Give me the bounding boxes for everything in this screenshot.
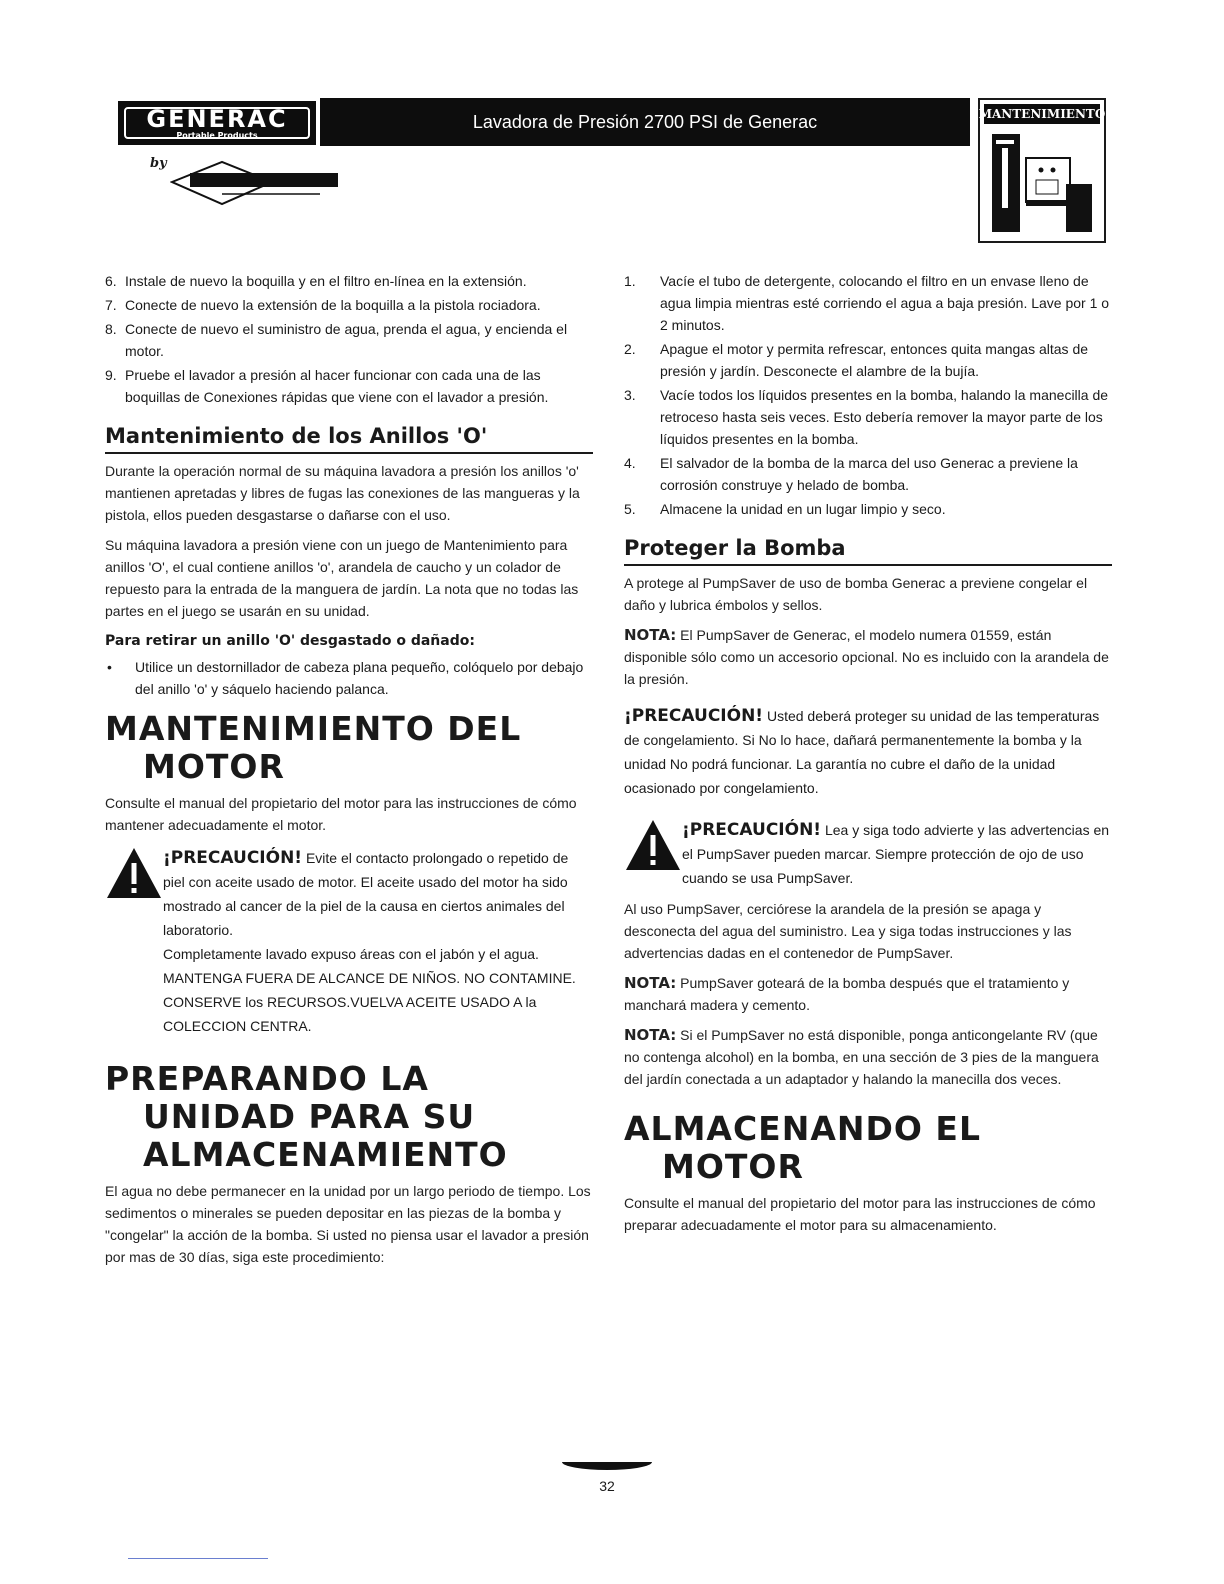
document-title-bar	[320, 98, 970, 146]
engine-storage-paragraph: Consulte el manual del propietario del motor para las instrucciones de cómo preparar adecuadamente el motor para su almacenamiento.	[624, 1195, 1096, 1233]
pumpsaver-warning	[624, 818, 1112, 890]
section-label: MANTENIMIENTO	[984, 104, 1100, 124]
warning-triangle-icon	[105, 846, 163, 900]
maintenance-icon	[986, 128, 1098, 238]
list-item: 9. Pruebe el lavador a presión al hacer funcionar con cada una de las boquillas de Conexiones rápidas que viene con el lavador a presión.	[105, 367, 549, 405]
freeze-warning	[624, 704, 1112, 800]
storage-prep-paragraph: El agua no debe permanecer en la unidad por un largo periodo de tiempo. Los sedimentos o minerales se pueden depositar en las piezas de la bomba y "congelar" la acción de la bomba. Si usted no piensa usar el lavador a presión por mas de 30 días, siga este procedimiento:	[105, 1183, 591, 1265]
storage-steps-list	[624, 270, 1112, 520]
note-label: NOTA:	[624, 974, 677, 992]
warning-text-3: MANTENGA FUERA DE ALCANCE DE NIÑOS. NO CONTAMINE. CONSERVE los RECURSOS.VUELVA ACEITE USADO A la COLECCION CENTRA.	[163, 970, 576, 1034]
generac-logo	[118, 101, 316, 145]
briggs-stratton-logo	[170, 160, 340, 208]
cleaning-steps-list	[105, 270, 593, 408]
page-number: 32	[562, 1462, 652, 1494]
pump-note-3: NOTA: Si el PumpSaver no está disponible, ponga anticongelante RV (que no contenga alcohol) en la bomba, en una sección de 3 pies de la manguera del jardín conectada a un adaptador y halando la manecilla dos veces.	[624, 1026, 1099, 1087]
warning-text: Usted deberá proteger su unidad de las temperaturas de congelamiento. Si No lo hace, dañará permanentemente la bomba y la unidad No podrá funcionar. La garantía no cubre el daño de la unidad ocasionado por congelamiento.	[624, 708, 1100, 796]
list-item: 6. Instale de nuevo la boquilla y en el filtro en-línea en la extensión.	[105, 273, 527, 289]
warning-text: Evite el contacto prolongado o repetido de piel con aceite usado de motor. El aceite usado del motor ha sido mostrado al cancer de la piel de la causa en ciertos animales del laboratorio.	[163, 850, 569, 938]
pump-note-2: NOTA: PumpSaver goteará de la bomba después que el tratamiento y manchará madera y cemento.	[624, 974, 1070, 1013]
note-label: NOTA:	[624, 1026, 677, 1044]
motor-paragraph: Consulte el manual del propietario del motor para las instrucciones de cómo mantener adecuadamente el motor.	[105, 795, 577, 833]
warning-text: Lea y siga todo advierte y las advertencias en el PumpSaver pueden marcar. Siempre protección de ojo de uso cuando se usa PumpSaver.	[682, 822, 1110, 886]
logo-subtitle: Portable Products	[176, 130, 258, 140]
list-item: 7. Conecte de nuevo la extensión de la boquilla a la pistola rociadora.	[105, 297, 541, 313]
list-item: 4. El salvador de la bomba de la marca del uso Generac a previene la corrosión construye y helado de bomba.	[624, 455, 1078, 493]
logo-text: GENERAC	[146, 104, 288, 133]
engine-storage-heading: ALMACENANDO EL MOTOR	[624, 1109, 981, 1186]
oring-subheading: Para retirar un anillo 'O' desgastado o dañado:	[105, 633, 475, 649]
oring-heading: Mantenimiento de los Anillos 'O'	[105, 422, 593, 454]
storage-prep-heading: PREPARANDO LA UNIDAD PARA SU ALMACENAMIENTO	[105, 1059, 508, 1174]
page-marker	[562, 1462, 652, 1470]
pump-paragraph-1: A protege al PumpSaver de uso de bomba Generac a previene congelar el daño y lubrica émbolos y sellos.	[624, 575, 1088, 613]
list-item: 5. Almacene la unidad en un lugar limpio y seco.	[624, 501, 946, 517]
oring-paragraph-1: Durante la operación normal de su máquina lavadora a presión los anillos 'o' mantienen apretadas y libres de fugas las conexiones de las mangueras y la pistola, ellos pueden desgastarse o dañarse con el uso.	[105, 463, 580, 523]
warning-title: ¡PRECAUCIÓN!	[624, 706, 764, 726]
pump-heading: Proteger la Bomba	[624, 534, 1112, 566]
list-item: 3. Vacíe todos los líquidos presentes en la bomba, halando la manecilla de retroceso hasta seis veces. Esto debería remover la mayor parte de los líquidos presentes en la bomba.	[624, 387, 1109, 447]
list-item: 1. Vacíe el tubo de detergente, colocando el filtro en un envase lleno de agua limpia mientras esté corriendo el agua a baja presión. Lave por 1 o 2 minutos.	[624, 273, 1110, 333]
pump-note-1: NOTA: El PumpSaver de Generac, el modelo numera 01559, están disponible sólo como un accesorio opcional. No es incluido con la arandela de la presión.	[624, 626, 1109, 687]
warning-title: ¡PRECAUCIÓN!	[163, 848, 303, 868]
warning-text-2: Completamente lavado expuso áreas con el jabón y el agua.	[163, 946, 539, 962]
footer-rule	[128, 1558, 268, 1559]
motor-maintenance-heading: MANTENIMIENTO DEL MOTOR	[105, 709, 522, 786]
warning-title: ¡PRECAUCIÓN!	[682, 820, 822, 840]
list-item: 8. Conecte de nuevo el suministro de agua, prenda el agua, y encienda el motor.	[105, 321, 568, 359]
by-label: by	[150, 156, 167, 171]
right-column	[624, 270, 1112, 1244]
warning-triangle-icon	[624, 818, 682, 872]
document-title: Lavadora de Presión 2700 PSI de Generac	[472, 111, 818, 132]
pump-paragraph-2: Al uso PumpSaver, cerciórese la arandela de la presión se apaga y desconecta del agua del suministro. Lea y siga todas instrucciones y las advertencias dadas en el contenedor de PumpSaver.	[624, 901, 1072, 961]
note-label: NOTA:	[624, 626, 677, 644]
list-item: 2. Apague el motor y permita refrescar, entonces quita mangas altas de presión y jardín. Desconecte el alambre de la bujía.	[624, 341, 1089, 379]
section-tab	[978, 98, 1106, 243]
oring-paragraph-2: Su máquina lavadora a presión viene con un juego de Mantenimiento para anillos 'O', el cual contiene anillos 'o', arandela de caucho y un colador de repuesto para la entrada de la manguera de jardín. La nota que no todas las partes en el juego se usarán en su unidad.	[105, 537, 579, 619]
list-item: • Utilice un destornillador de cabeza plana pequeño, colóquelo por debajo del anillo 'o' y sáquelo haciendo palanca.	[105, 656, 593, 700]
bullet-icon: •	[107, 659, 112, 675]
oil-warning	[105, 846, 593, 1038]
left-column	[105, 270, 593, 1276]
